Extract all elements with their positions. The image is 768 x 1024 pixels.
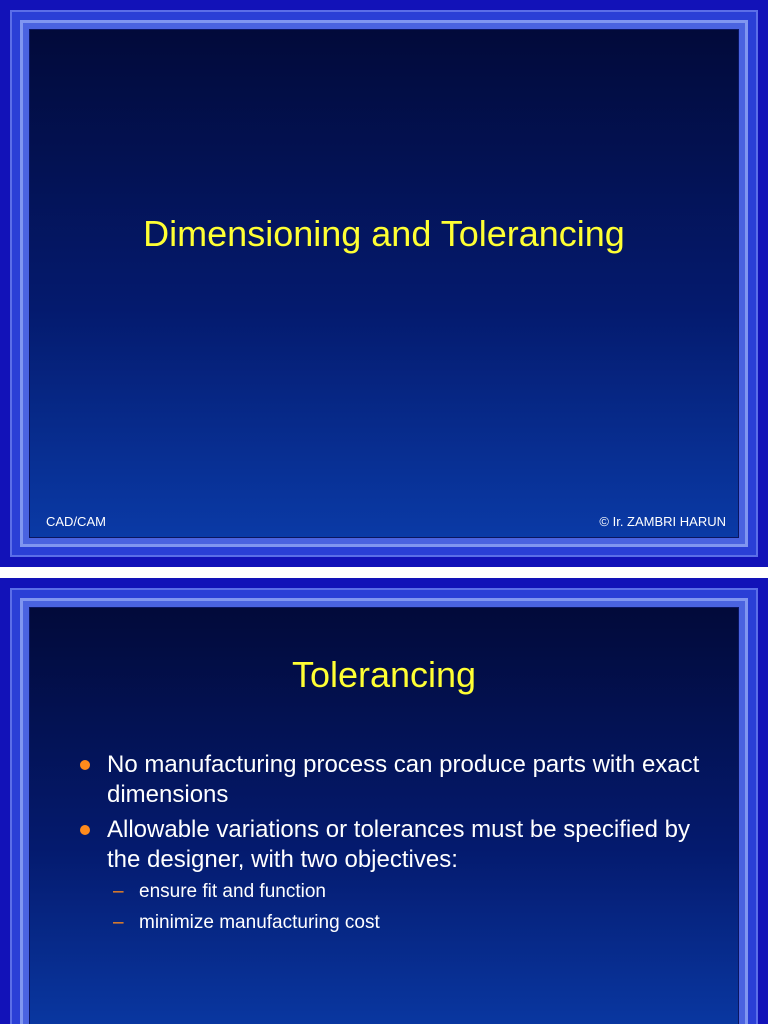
slide-frame-middle — [20, 20, 748, 547]
sub-bullet-text: minimize manufacturing cost — [139, 912, 380, 933]
bullet-item — [78, 750, 708, 810]
bullet-text: No manufacturing process can produce parts with exact dimensions — [107, 751, 700, 808]
sub-bullet-text: ensure fit and function — [139, 881, 326, 902]
slide-content-area — [29, 29, 739, 538]
slide-frame-outer — [10, 10, 758, 557]
footer-course-label: CAD/CAM — [46, 514, 106, 529]
dash-icon: – — [113, 912, 124, 933]
bullet-dot-icon — [80, 760, 90, 770]
slide-title: Dimensioning and Tolerancing — [143, 213, 625, 254]
slide-title: Tolerancing — [291, 654, 477, 695]
sub-bullet-item — [107, 910, 708, 936]
slide-frame-middle — [20, 598, 748, 1024]
bullet-text: Allowable variations or tolerances must be specified by the designer, with two objectives: — [107, 816, 690, 873]
slide-content-area — [29, 607, 739, 1024]
dash-icon: – — [113, 881, 124, 902]
bullet-dot-icon — [80, 825, 90, 835]
sub-bullet-list — [107, 879, 708, 936]
footer-author-copyright: © Ir. ZAMBRI HARUN — [599, 514, 726, 529]
sub-bullet-item — [107, 879, 708, 905]
bullet-item — [78, 815, 708, 936]
bullet-list — [78, 750, 708, 941]
slide-frame-outer — [10, 588, 758, 1024]
slide-2 — [0, 578, 768, 1024]
